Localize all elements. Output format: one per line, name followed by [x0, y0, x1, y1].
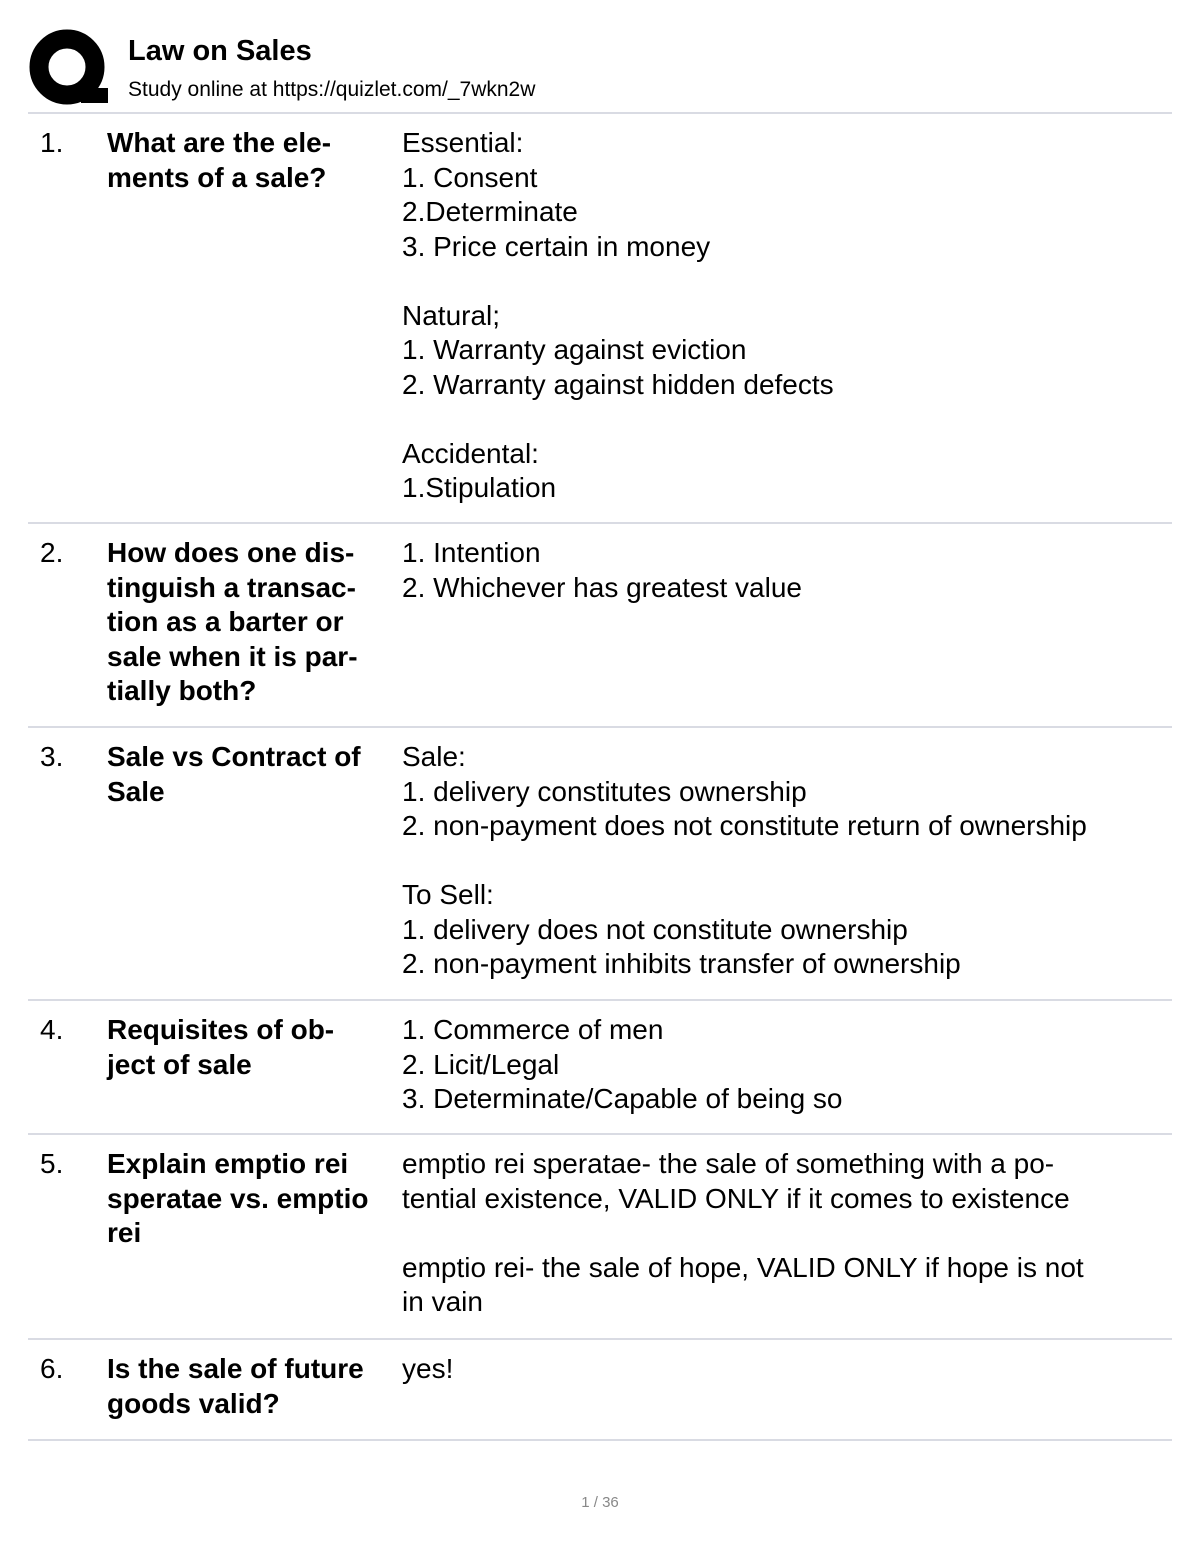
- card-number: 1.: [40, 127, 64, 158]
- card-term: Requisites of ob- ject of sale: [107, 1014, 335, 1080]
- flashcard-row: [28, 1001, 1172, 1135]
- page-header: [28, 28, 1172, 112]
- card-term: How does one dis- tinguish a transac- tion as a barter or sale when it is par- tially both?: [107, 537, 358, 706]
- card-number: 6.: [40, 1353, 64, 1384]
- flashcard-row: [28, 728, 1172, 1001]
- card-number: 5.: [40, 1148, 64, 1179]
- card-definition: Sale: 1. delivery constitutes ownership 2. non-payment does not constitute return of ownership To Sell: 1. delivery does not constitute ownership 2. non-payment inhibits transfer of ownership: [402, 741, 1087, 979]
- card-definition: Essential: 1. Consent 2.Determinate 3. Price certain in money Natural; 1. Warranty against eviction 2. Warranty against hidden defects Accidental: 1.Stipulation: [402, 127, 834, 503]
- quizlet-q-logo-icon: [28, 28, 108, 108]
- card-number: 2.: [40, 537, 64, 568]
- flashcard-row: [28, 1135, 1172, 1340]
- flashcard-row: [28, 114, 1172, 524]
- page-number: 1 / 36: [581, 1494, 619, 1511]
- card-number: 4.: [40, 1014, 64, 1045]
- card-term: Sale vs Contract of Sale: [107, 741, 361, 807]
- page-title: Law on Sales: [128, 35, 312, 67]
- card-definition: 1. Commerce of men 2. Licit/Legal 3. Determinate/Capable of being so: [402, 1014, 843, 1114]
- flashcard-list: [28, 114, 1172, 1441]
- flashcard-row: [28, 1340, 1172, 1441]
- card-term: Explain emptio rei speratae vs. emptio rei: [107, 1148, 369, 1248]
- card-definition: 1. Intention 2. Whichever has greatest value: [402, 537, 802, 603]
- card-definition: emptio rei speratae- the sale of something with a po- tential existence, VALID ONLY if it comes to existence emptio rei- the sale of hope, VALID ONLY if hope is not in vain: [402, 1148, 1084, 1317]
- study-link-text: Study online at https://quizlet.com/_7wkn2w: [128, 78, 536, 101]
- card-number: 3.: [40, 741, 64, 772]
- card-term: What are the ele- ments of a sale?: [107, 127, 332, 193]
- card-term: Is the sale of future goods valid?: [107, 1353, 364, 1419]
- flashcard-row: [28, 524, 1172, 728]
- card-definition: yes!: [402, 1353, 454, 1384]
